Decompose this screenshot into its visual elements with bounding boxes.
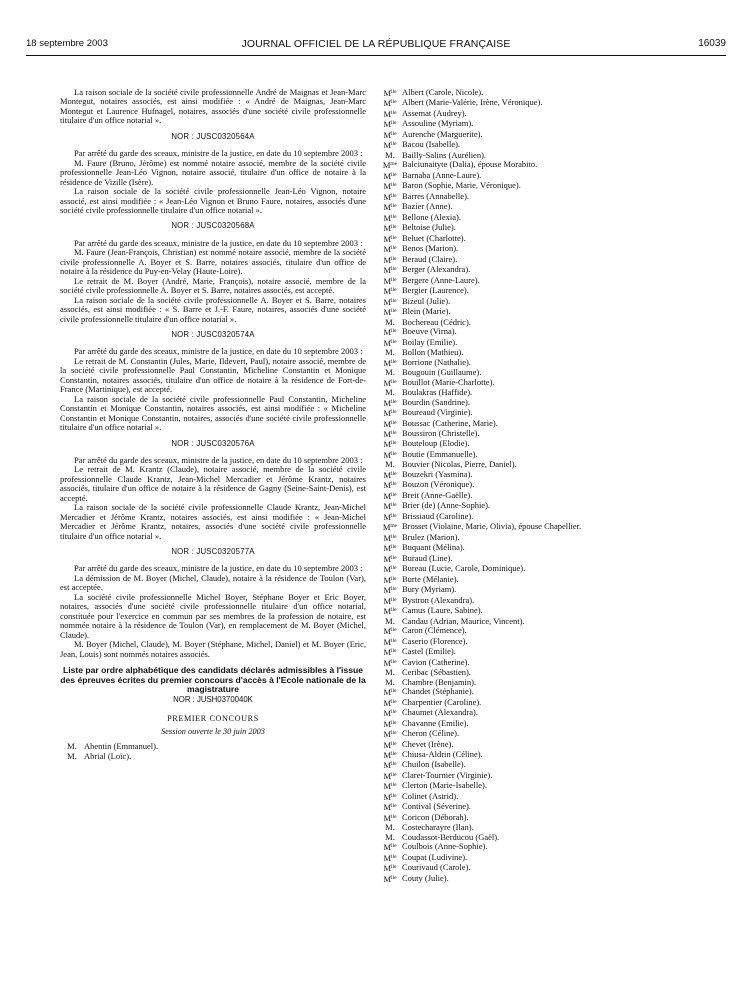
candidate-title: $M^{lle}$ [383, 88, 397, 98]
candidate-title: $M^{lle}$ [383, 397, 397, 408]
candidate-title: $M^{lle}$ [383, 108, 397, 119]
candidate-name: Costecharayre (Ilan). [402, 822, 474, 833]
nor-reference: NOR : JUSC0320577A [171, 547, 255, 557]
candidate-title: $M^{lle}$ [383, 327, 397, 338]
candidate-title: M. [385, 667, 395, 678]
candidate-title: $M^{lle}$ [383, 585, 397, 596]
candidate-name: Clerton (Marie-Isabelle). [402, 780, 487, 791]
candidate-name: Bourdin (Sandrine). [402, 396, 470, 407]
candidate-title: $M^{me}$ [382, 522, 398, 533]
candidate-title: $M^{lle}$ [383, 781, 397, 792]
page-header [26, 38, 726, 52]
candidate-title: $M^{lle}$ [383, 501, 397, 512]
candidate-title: $M^{lle}$ [383, 532, 397, 543]
candidate-entry [378, 408, 728, 418]
candidate-name: Bailly-Salins (Aurélien). [402, 149, 487, 160]
candidate-title: $M^{lle}$ [383, 480, 397, 491]
candidate-name: Coricon (Déborah). [402, 811, 469, 822]
candidate-name: Chiusa-Aldrin (Céline). [402, 749, 483, 759]
candidate-name: Charpentier (Caroline). [402, 696, 482, 707]
candidate-name: Barres (Annabelle). [402, 190, 470, 201]
candidate-title: $M^{lle}$ [383, 718, 397, 729]
candidate-name: Boulakras (Haffide). [402, 387, 473, 398]
candidate-entry [378, 708, 728, 718]
candidate-title: M. [385, 822, 395, 833]
candidate-name: Beraud (Claire). [402, 253, 458, 264]
paragraph: La raison sociale de la société civile professionnelle Jean-Léo Vignon, notaire associé, est ainsi modifiée : « Jean-Léo Vignon et Bruno Faure, notaires, associés d'une société civile professionnelle titulaire d'un office notarial ». [60, 186, 366, 215]
nor-reference: NOR : JUSC0320564A [171, 131, 255, 141]
candidate-title: $M^{lle}$ [383, 511, 397, 522]
paragraph: M. Boyer (Michel, Claude), M. Boyer (Stéphane, Michel, Daniel) et M. Boyer (Eric, Jean, Louis) sont nommés notaires associés. [60, 639, 366, 659]
candidate-name: Brosset (Violaine, Marie, Olivia), épouse Chapellier. [402, 521, 582, 532]
candidate-name: Bouillot (Marie-Charlotte). [402, 376, 495, 387]
candidate-title: M. [385, 367, 395, 378]
candidate-name: Boilay (Emilie). [402, 336, 458, 347]
candidate-title: $M^{lle}$ [383, 296, 397, 307]
candidate-name: Boussiron (Christelle). [402, 427, 480, 438]
candidate-name: Chevet (Irène). [402, 738, 454, 749]
candidate-name: Bellone (Alexia). [402, 211, 462, 222]
candidate-title: $M^{lle}$ [383, 357, 397, 368]
candidate-entry [378, 687, 728, 697]
candidate-name: Beltoise (Julie). [402, 222, 456, 233]
concours-heading: PREMIER CONCOURS [167, 714, 259, 724]
candidate-name: Borrione (Nathalie). [402, 356, 471, 367]
candidate-name: Bergier (Laurence). [402, 285, 469, 296]
candidate-name: Abrial (Loïc). [84, 750, 132, 761]
candidate-title: $M^{lle}$ [383, 212, 397, 223]
candidate-name: Chavanne (Emilie). [402, 717, 469, 728]
candidate-list-left [60, 742, 366, 761]
candidate-title: $M^{lle}$ [383, 687, 397, 698]
candidate-name: Brier (de) (Anne-Sophie). [402, 500, 491, 511]
candidate-title: M. [385, 149, 395, 160]
candidate-title: $M^{lle}$ [383, 842, 397, 853]
candidate-name: Camus (Laure, Sabine). [402, 605, 483, 616]
candidate-title: $M^{lle}$ [383, 626, 397, 637]
candidate-title: $M^{lle}$ [383, 543, 397, 554]
paragraph: La raison sociale de la société civile professionnelle André de Maignas et Jean-Marc Montegut, notaires associés, est ainsi modifiée : « André de Maignas, Jean-Marc Montegut et Laurence Hufnagel, notaires, associés d'une société civile professionnelle titulaire d'un office notarial ». [60, 87, 366, 126]
candidate-title: $M^{lle}$ [383, 202, 397, 213]
candidate-title: $M^{lle}$ [383, 852, 397, 863]
candidate-name: Buquant (Mélina). [402, 542, 465, 553]
nor-reference: NOR : JUSC0320576A [171, 438, 255, 448]
header-journal-title: JOURNAL OFFICIEL DE LA RÉPUBLIQUE FRANÇAISE [241, 38, 511, 50]
candidate-title: M. [385, 347, 395, 358]
paragraph: La raison sociale de la société civile professionnelle Paul Constantin, Micheline Constantin et Monique Constantin, notaires associés, est ainsi modifiée : « Micheline Constantin et Monique Constantin, notaires, associés d'une société civile professionnelle titulaire d'un office notarial ». [60, 393, 366, 433]
candidate-title: $M^{lle}$ [383, 647, 397, 658]
candidate-name: Bouzon (Véronique). [402, 479, 475, 490]
candidate-title: $M^{lle}$ [383, 490, 397, 501]
candidate-title: $M^{lle}$ [383, 265, 397, 276]
candidate-name: Blein (Marie). [402, 306, 451, 317]
candidate-name: Couty (Julie). [402, 872, 449, 883]
candidate-name: Caron (Clémence). [402, 625, 467, 636]
paragraph: La société civile professionnelle Michel Boyer, Stéphane Boyer et Eric Boyer, notaires, associés d'une société civile professionnelle titulaire d'un office notarial, constituée pour l'exercice en commun par ses membres de la profession de notaire, est nommée notaire à la résidence de Toulon (Var), en remplacement de M. Boyer (Michel, Claude). [60, 591, 366, 640]
candidate-title: $M^{lle}$ [383, 449, 397, 460]
candidate-name: Albert (Marie-Valérie, Irène, Véronique). [402, 97, 543, 108]
candidate-name: Burte (Mélanie). [402, 573, 459, 584]
paragraph: Le retrait de M. Krantz (Claude), notaire associé, membre de la société civile professionnelle Claude Krantz, Jean-Michel Mercadier et Jérôme Krantz, notaires associés, titulaire d'un office de notaire à la résidence de Gagny (Seine-Saint-Denis), est accepté. [60, 464, 366, 503]
candidate-title: $M^{lle}$ [383, 223, 397, 234]
candidate-name: Albert (Carole, Nicole). [402, 87, 484, 97]
header-date: 18 septembre 2003 [26, 38, 108, 49]
candidate-title: $M^{lle}$ [383, 595, 397, 606]
list-title: Liste par ordre alphabétique des candidats déclarés admissibles à l'issue des épreuves écrites du premier concours d'accès à l'Ecole nationale de la magistrature [60, 665, 366, 695]
candidate-name: Chaumet (Alexandra). [402, 707, 478, 718]
candidate-name: Brissiaud (Caroline). [402, 510, 474, 521]
paragraph: M. Faure (Bruno, Jérôme) est nommé notaire associé, membre de la société civile professionnelle Jean-Léo Vignon, notaire associé, titulaire d'un office de notaire à la résidence de Vizille (Isère). [60, 157, 366, 187]
candidate-name: Contival (Séverine). [402, 801, 471, 812]
candidate-name: Assemat (Audrey). [402, 107, 467, 118]
candidate-name: Bystron (Alexandra). [402, 594, 475, 605]
paragraph: Par arrêté du garde des sceaux, ministre de la justice, en date du 10 septembre 2003 : [74, 346, 363, 357]
candidate-entry [60, 752, 366, 762]
candidate-title: $M^{lle}$ [383, 337, 397, 348]
candidate-title: $M^{lle}$ [383, 428, 397, 439]
candidate-title: $M^{lle}$ [383, 233, 397, 244]
candidate-name: Boeuve (Virna). [402, 326, 457, 337]
candidate-entry [378, 729, 728, 739]
candidate-title: $M^{lle}$ [383, 739, 397, 750]
candidate-title: $M^{lle}$ [383, 708, 397, 719]
candidate-name: Beluet (Charlotte). [402, 232, 466, 243]
candidate-title: $M^{lle}$ [383, 657, 397, 668]
header-rule [26, 55, 726, 56]
candidate-entry [378, 874, 728, 884]
candidate-title: $M^{lle}$ [383, 129, 397, 140]
candidate-title: $M^{lle}$ [383, 244, 397, 255]
candidate-title: $M^{lle}$ [383, 791, 397, 802]
candidate-name: Ceribac (Sébastien). [402, 667, 471, 678]
candidate-name: Berger (Alexandra). [402, 264, 471, 275]
candidate-name: Benos (Marion). [402, 243, 459, 254]
candidate-name: Courivaud (Carole). [402, 862, 471, 873]
candidate-name: Chuilon (Isabelle). [402, 759, 466, 770]
candidate-title: $M^{lle}$ [383, 307, 397, 318]
candidate-title: $M^{lle}$ [383, 553, 397, 564]
candidate-title: $M^{lle}$ [383, 564, 397, 575]
candidate-title: $M^{lle}$ [383, 181, 397, 192]
candidate-list-right [378, 88, 728, 884]
candidate-name: Claret-Tournier (Virginie). [402, 769, 493, 780]
candidate-name: Boussac (Catherine, Marie). [402, 417, 498, 428]
candidate-name: Boureaud (Virginie). [402, 407, 473, 418]
candidate-name: Balciunaityte (Dalia), épouse Morabito. [402, 159, 538, 170]
candidate-name: Boutie (Emmanuelle). [402, 448, 478, 459]
candidate-name: Brulez (Marion). [402, 531, 460, 542]
candidate-title: $M^{lle}$ [383, 760, 397, 771]
candidate-name: Bury (Myriam). [402, 584, 457, 595]
candidate-title: $M^{lle}$ [383, 697, 397, 708]
candidate-name: Coulbois (Anne-Sophie). [402, 841, 488, 852]
candidate-name: Bouzekri (Yasmina). [402, 468, 473, 479]
candidate-title: $M^{lle}$ [383, 636, 397, 647]
candidate-title: $M^{lle}$ [383, 606, 397, 617]
candidate-name: Assouline (Myriam). [402, 118, 474, 129]
candidate-title: $M^{lle}$ [383, 439, 397, 450]
candidate-name: Baron (Sophie, Marie, Véronique). [402, 180, 521, 191]
paragraph: M. Faure (Jean-François, Christian) est nommé notaire associé, membre de la société civile professionnelle A. Boyer et S. Barre, notaires associés, titulaire d'un office de notaire à la résidence du Puy-en-Velay (Haute-Loire). [60, 247, 366, 277]
candidate-name: Candau (Adrian, Maurice, Vincent). [402, 615, 525, 626]
candidate-name: Bureau (Lucie, Carole, Dominique). [402, 563, 526, 574]
candidate-name: Bazier (Anne). [402, 201, 453, 212]
candidate-name: Caserio (Florence). [402, 635, 468, 646]
candidate-name: Bouteloup (Elodie). [402, 438, 470, 449]
candidate-title: $M^{me}$ [382, 160, 398, 171]
candidate-name: Bouvier (Nicolas, Pierre, Daniel). [402, 459, 517, 470]
paragraph: La raison sociale de la société civile professionnelle Claude Krantz, Jean-Michel Mercadier et Jérôme Krantz, notaires associés, est ainsi modifiée : « Jean-Michel Mercadier et Jérôme Krantz, notaires, associés d'une société civile professionnelle titulaire d'un office notarial ». [60, 502, 366, 541]
candidate-title: $M^{lle}$ [383, 98, 397, 109]
candidate-name: Barnaba (Anne-Laure). [402, 169, 482, 180]
candidate-title: $M^{lle}$ [383, 254, 397, 265]
paragraph: Par arrêté du garde des sceaux, ministre de la justice, en date du 10 septembre 2003 : [74, 454, 363, 465]
candidate-title: $M^{lle}$ [383, 863, 397, 874]
candidate-name: Cavion (Catherine). [402, 656, 470, 667]
paragraph: Par arrêté du garde des sceaux, ministre de la justice, en date du 10 septembre 2003 : [74, 237, 363, 248]
candidate-title: M. [67, 741, 77, 752]
candidate-name: Bollon (Mathieu). [402, 347, 464, 358]
candidate-title: $M^{lle}$ [383, 286, 397, 297]
paragraph: La démission de M. Boyer (Michel, Claude), notaire à la résidence de Toulon (Var), est acceptée. [60, 572, 366, 593]
candidate-title: M. [385, 316, 395, 327]
candidate-title: $M^{lle}$ [383, 408, 397, 419]
candidate-name: Buraud (Line). [402, 552, 453, 563]
paragraph: La raison sociale de la société civile professionnelle A. Boyer et S. Barre, notaires associés, est ainsi modifiée : « S. Barre et J.-F. Faure, notaires, associés d'une société civile professionnelle titulaire d'un office notarial ». [60, 294, 366, 324]
nor-reference: NOR : JUSC0320574A [171, 329, 255, 339]
candidate-title: $M^{lle}$ [383, 873, 397, 884]
candidate-name: Bougouin (Guillaume). [402, 367, 482, 378]
session-line: Session ouverte le 30 juin 2003 [161, 726, 265, 736]
candidate-title: $M^{lle}$ [383, 770, 397, 781]
candidate-name: Chambre (Benjamin). [402, 676, 477, 687]
candidate-name: Castel (Emilie). [402, 646, 456, 657]
candidate-title: $M^{lle}$ [383, 140, 397, 151]
paragraph: Le retrait de M. Boyer (André, Marie, François), notaire associé, membre de la société civile professionnelle A. Boyer et S. Barre, notaires associés, est accepté. [60, 275, 366, 296]
candidate-name: Abentin (Emmanuel). [84, 741, 159, 752]
header-page-number: 16039 [698, 38, 726, 49]
candidate-title: $M^{lle}$ [383, 275, 397, 286]
candidate-title: M. [67, 750, 77, 761]
candidate-title: $M^{lle}$ [383, 729, 397, 740]
candidate-title: $M^{lle}$ [383, 750, 397, 760]
candidate-name: Bizeul (Julie). [402, 295, 451, 306]
candidate-title: $M^{lle}$ [383, 574, 397, 585]
left-column [60, 88, 366, 761]
candidate-title: $M^{lle}$ [383, 170, 397, 181]
candidate-title: M. [385, 459, 395, 470]
candidate-title: $M^{lle}$ [383, 418, 397, 429]
candidate-title: $M^{lle}$ [383, 191, 397, 202]
candidate-title: $M^{lle}$ [383, 119, 397, 130]
candidate-name: Cheron (Céline). [402, 728, 460, 739]
candidate-title: M. [385, 831, 395, 842]
candidate-title: $M^{lle}$ [383, 802, 397, 813]
candidate-name: Aurenche (Marguerite). [402, 128, 483, 139]
candidate-name: Bergere (Anne-Laure). [402, 274, 480, 285]
candidate-name: Chandet (Stéphanie). [402, 686, 474, 697]
candidate-name: Coupat (Ludivine). [402, 851, 468, 862]
candidate-title: M. [385, 676, 395, 687]
paragraph: Par arrêté du garde des sceaux, ministre de la justice, en date du 10 septembre 2003 : [74, 563, 363, 574]
candidate-title: $M^{lle}$ [383, 469, 397, 480]
list-nor-reference: NOR : JUSH0370040K [173, 694, 253, 704]
candidate-title: $M^{lle}$ [383, 812, 397, 823]
candidate-name: Bacou (Isabelle). [402, 139, 461, 150]
candidate-name: Bochereau (Cédric). [402, 316, 471, 327]
candidate-name: Coudassot-Berducou (Gaël). [402, 831, 500, 842]
paragraph: Le retrait de M. Constantin (Jules, Marie, Ildevert, Paul), notaire associé, membre de la société civile professionnelle Paul Constantin, Micheline Constantin et Monique Constantin, notaires associés, titulaire d'un office de notaire à la résidence de Fort-de-France (Martinique), est accepté. [60, 355, 366, 395]
paragraph: Par arrêté du garde des sceaux, ministre de la justice, en date du 10 septembre 2003 : [74, 148, 363, 159]
candidate-title: $M^{lle}$ [383, 377, 397, 388]
nor-reference: NOR : JUSC0320568A [171, 221, 255, 231]
candidate-title: M. [385, 615, 395, 626]
candidate-name: Breit (Anne-Gaëlle). [402, 489, 473, 500]
candidate-title: M. [385, 387, 395, 398]
candidate-name: Colinet (Astrid). [402, 790, 459, 801]
